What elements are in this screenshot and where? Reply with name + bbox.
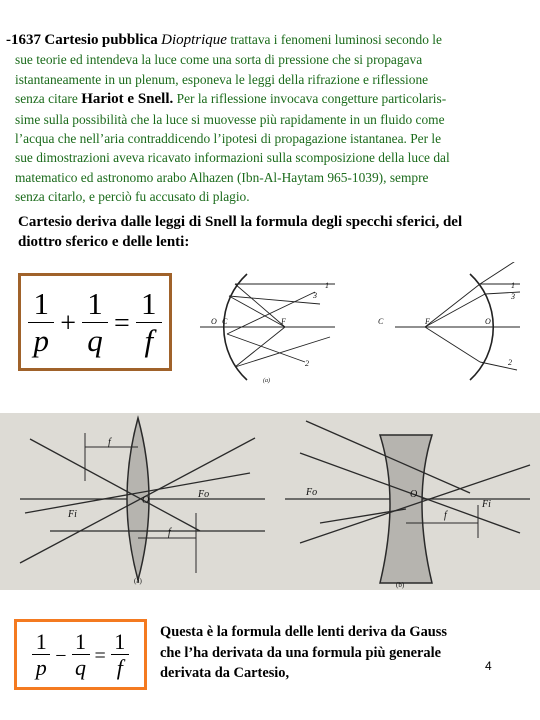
svg-text:Fo: Fo [198,489,210,500]
svg-text:3: 3 [511,292,515,301]
intro-line-4: senza citare Hariot e Snell. Per la riflessione invocava congetture particolaris- [15,91,447,108]
intro-line-3: istantaneamente in un plenum, esponeva le leggi della rifrazione e riflessione [15,71,429,87]
svg-text:f: f [108,437,111,448]
svg-text:(a): (a) [134,577,142,585]
minus-sign: − [55,644,67,667]
fraction-1-over-f: $\frac{1}{f}$ [136,286,162,359]
mirror-formula [18,273,172,371]
fraction-1-over-p: $\frac{1}{p}$ [32,629,50,680]
lens-diagrams-photo [0,413,540,590]
svg-text:1: 1 [325,281,329,290]
svg-text:(a): (a) [263,378,270,384]
svg-text:f: f [444,510,447,521]
svg-text:F: F [281,317,286,326]
intro-line-7: sue dimostrazioni aveva ricavato informazioni sulla scomposizione della luce dal [15,150,450,166]
svg-text:f: f [168,527,171,538]
intro-line-9: senza citarlo, e perciò fu accusato di plagio. [15,189,250,205]
svg-text:O: O [485,317,491,326]
svg-text:O: O [142,495,150,506]
svg-text:O: O [211,317,217,326]
page-number: 4 [485,659,492,673]
intro-line-6: l’acqua che nell’aria contraddicendo l’ipotesi di propagazione istantanea. Per le [15,131,442,147]
intro-line-2: sue teorie ed intendeva la luce come una sorta di pressione che si propagava [15,52,423,68]
fraction-1-over-p: $\frac{1}{p}$ [28,286,54,359]
svg-text:Fi: Fi [68,509,77,520]
equals-sign: = [94,644,106,667]
intro-line-8: matematico ed astronomo arabo Alhazen (Ibn-Al-Haytam 965-1039), sempre [15,169,429,185]
intro-line-1: -1637 Cartesio pubblica Dioptrique trattava i fenomeni luminosi secondo le [6,32,442,48]
svg-text:F: F [425,317,430,326]
fraction-1-over-q: $\frac{1}{q}$ [72,629,90,680]
svg-text:O: O [410,489,418,500]
section-heading: Cartesio deriva dalle leggi di Snell la formula degli specchi sferici, del diottro sferico e delle lenti: [18,214,463,250]
spherical-mirror-diagrams [195,262,540,387]
svg-text:2: 2 [305,359,309,368]
svg-text:C: C [222,317,228,326]
svg-text:2: 2 [508,358,512,367]
intro-line-5: sime sulla possibilità che la luce si muovesse più rapidamente in un fluido come [15,111,445,127]
equals-sign: = [114,308,130,339]
intro-paragraph [6,30,536,207]
svg-text:Fo: Fo [306,487,318,498]
svg-text:Fi: Fi [482,499,491,510]
svg-text:1: 1 [511,281,515,290]
fraction-1-over-q: $\frac{1}{q}$ [82,286,108,359]
fraction-1-over-f: $\frac{1}{f}$ [111,629,129,680]
plus-sign: + [60,308,76,339]
svg-text:(b): (b) [396,581,405,589]
lens-formula [14,619,147,690]
gauss-caption: Questa è la formula delle lenti deriva da Gauss che l’ha derivata da una formula più generale derivata da Cartesio, [160,624,448,681]
svg-text:3: 3 [313,291,317,300]
lens-diagrams [0,413,540,590]
svg-text:C: C [378,317,384,326]
